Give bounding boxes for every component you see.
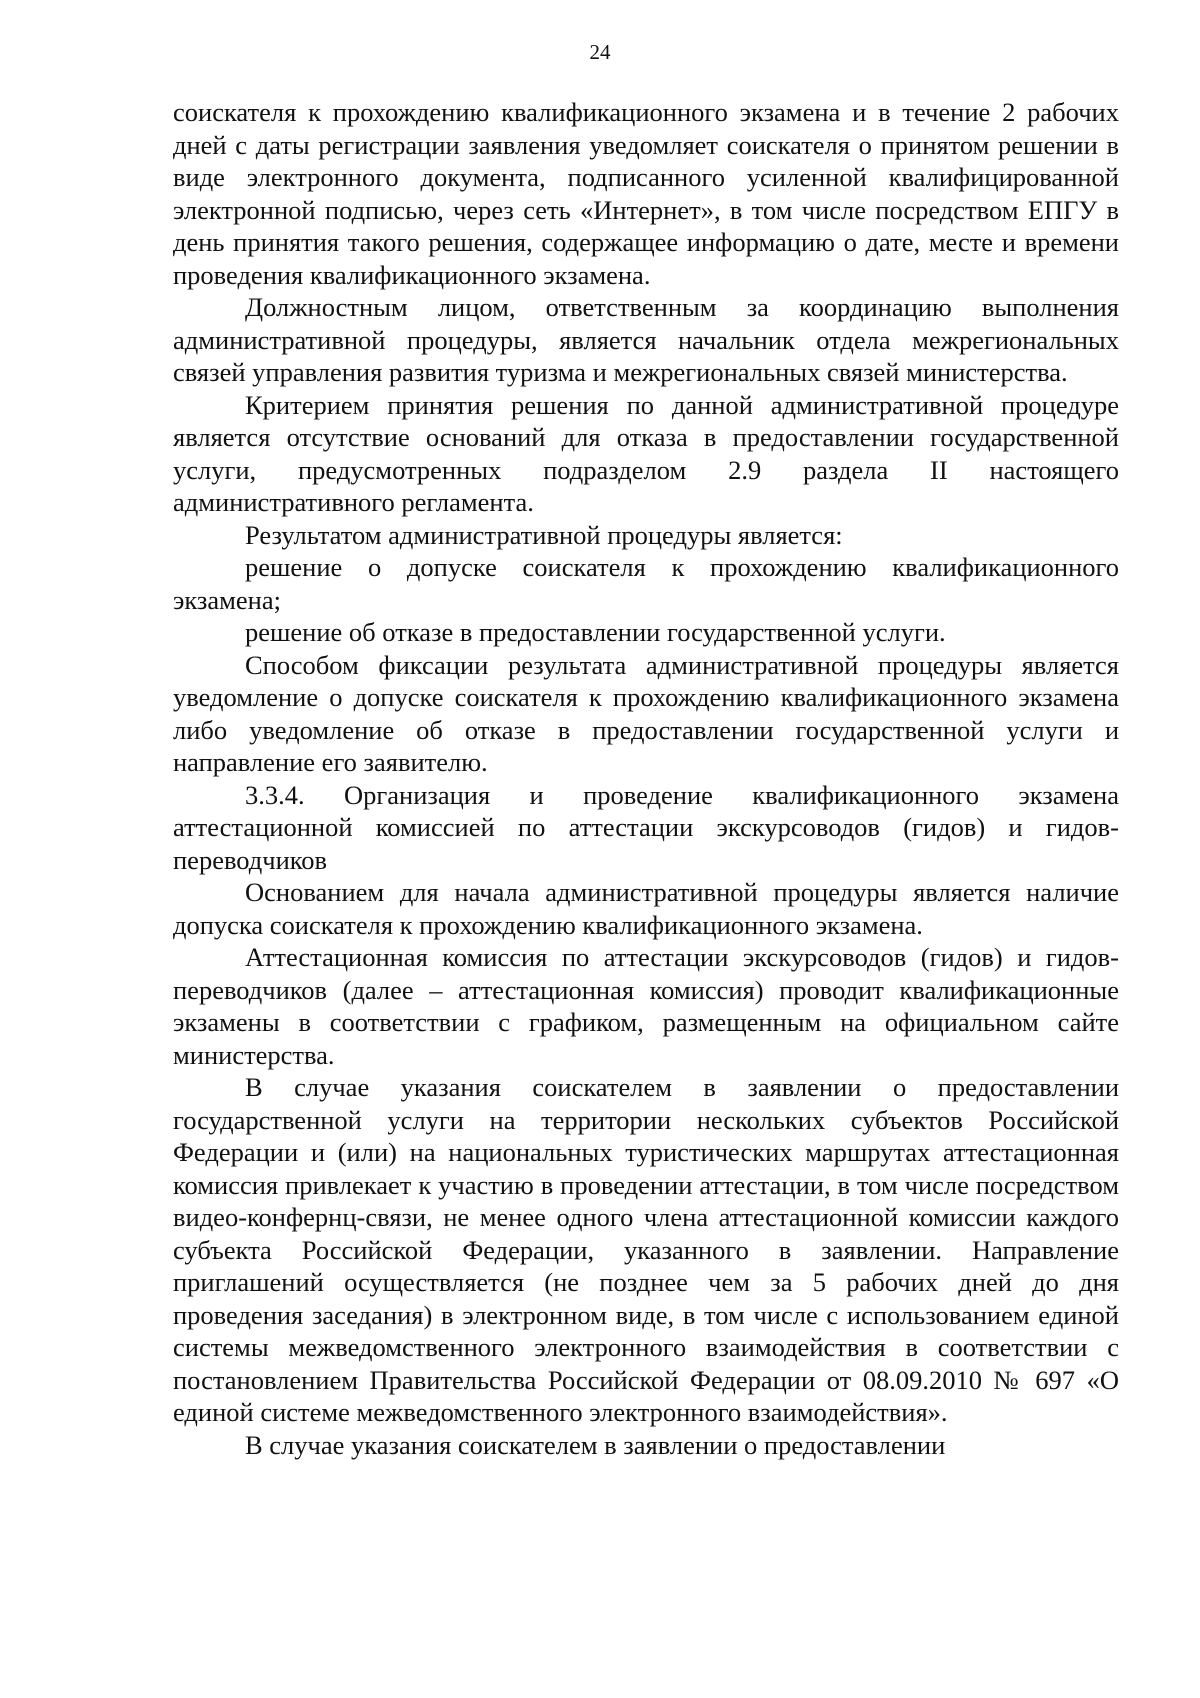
paragraph-attestation-commission: Аттестационная комиссия по аттестации экскурсоводов (гидов) и гидов-переводчиков (далее – аттестационная комиссия) проводит квалификационные экзамены в соответствии с графиком, размещенным на официальном сайте министерства. xyxy=(173,942,1119,1070)
paragraph-decision-criterion: Критерием принятия решения по данной административной процедуре является отсутствие оснований для отказа в предоставлении государственной услуги, предусмотренных подразделом 2.9 раздела II настоящего административного регламента. xyxy=(173,389,1119,517)
paragraph-result-fixation: Способом фиксации результата административной процедуры является уведомление о допуске соискателя к прохождению квалификационного экзамена либо уведомление об отказе в предоставлении государственной услуги и направление его заявителю. xyxy=(173,649,1119,777)
paragraph-responsible-official: Должностным лицом, ответственным за координацию выполнения административной процедуры, является начальник отдела межрегиональных связей управления развития туризма и межрегиональных связей министерства. xyxy=(173,292,1119,387)
paragraph-result-intro: Результатом административной процедуры является: xyxy=(245,519,843,550)
document-body xyxy=(173,96,1119,1461)
paragraph-truncated: В случае указания соискателем в заявлении о предоставлении xyxy=(245,1429,946,1460)
page-number: 24 xyxy=(589,40,611,64)
paragraph-result-admission: решение о допуске соискателя к прохождению квалификационного экзамена; xyxy=(173,552,1119,615)
section-heading-3-3-4: 3.3.4. Организация и проведение квалификационного экзамена аттестационной комиссией по аттестации экскурсоводов (гидов) и гидов-переводчиков xyxy=(173,779,1119,875)
paragraph-multiple-regions: В случае указания соискателем в заявлении о предоставлении государственной услуги на территории нескольких субъектов Российской Федерации и (или) на национальных туристических маршрутах аттестационная комиссия привлекает к участию в проведении аттестации, в том числе посредством видео-конфернц-связи, не менее одного члена аттестационной комиссии каждого субъекта Российской Федерации, указанного в заявлении. Направление приглашений осуществляется (не позднее чем за 5 рабочих дней до дня проведения заседания) в электронном виде, в том числе с использованием единой системы межведомственного электронного взаимодействия в соответствии с постановлением Правительства Российской Федерации от 08.09.2010 № 697 «О единой системе межведомственного электронного взаимодействия». xyxy=(173,1072,1119,1427)
paragraph-continuation: соискателя к прохождению квалификационного экзамена и в течение 2 рабочих дней с даты регистрации заявления уведомляет соискателя о принятом решении в виде электронного документа, подписанного усиленной квалифицированной электронной подписью, через сеть «Интернет», в том числе посредством ЕПГУ в день принятия такого решения, содержащее информацию о дате, месте и времени проведения квалификационного экзамена. xyxy=(173,97,1119,290)
paragraph-procedure-basis: Основанием для начала административной процедуры является наличие допуска соискателя к прохождению квалификационного экзамена. xyxy=(173,877,1119,940)
paragraph-result-refusal: решение об отказе в предоставлении государственной услуги. xyxy=(245,617,946,647)
